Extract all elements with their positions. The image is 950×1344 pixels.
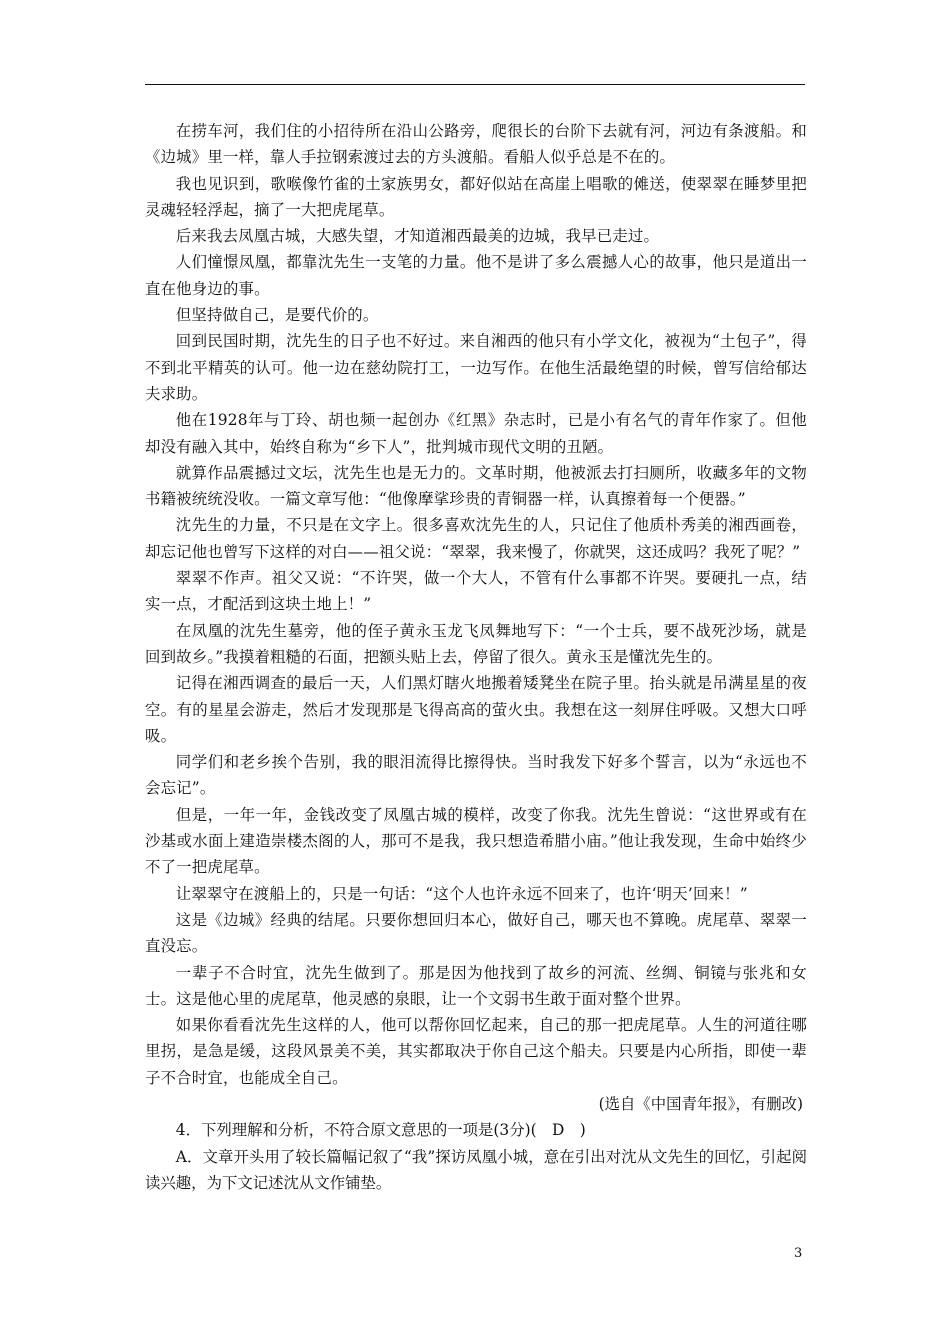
- paragraph-16: 这是《边城》经典的结尾。只要你想回归本心，做好自己，哪天也不算晚。虎尾草、翠翠一直没忘。: [145, 910, 807, 956]
- paragraph-9: 沈先生的力量，不只是在文字上。很多喜欢沈先生的人，只记住了他质朴秀美的湘西画卷，却忘记他也曾写下这样的对白——祖父说：“翠翠，我来慢了，你就哭，这还成吗？我死了呢？”: [145, 516, 807, 561]
- paragraph-14: 但是，一年一年，金钱改变了凤凰古城的模样，改变了你我。沈先生曾说：“这世界或有在沙基或水面上建造崇楼杰阁的人，那可不是我，我只想造希腊小庙。”他让我发现，生命中始终少不了一把虎尾草。: [145, 805, 807, 877]
- article-body: [145, 118, 807, 1196]
- paragraph-13: 同学们和老乡挨个告别，我的眼泪流得比擦得快。当时我发下好多个誓言，以为“永远也不会忘记”。: [145, 753, 807, 798]
- paragraph-15: 让翠翠守在渡船上的，只是一句话：“这个人也许永远不回来了，也许‘明天’回来！”: [175, 884, 748, 903]
- paragraph-3: 后来我去凤凰古城，大感失望，才知道湘西最美的边城，我早已走过。: [175, 227, 660, 246]
- paragraph-2: 我也见识到，歌喉像竹雀的土家族男女，都好似站在高崖上唱歌的傩送，使翠翠在睡梦里把灵魂轻轻浮起，摘了一大把虎尾草。: [145, 174, 807, 219]
- paragraph-17: 一辈子不合时宜，沈先生做到了。那是因为他找到了故乡的河流、丝绸、铜镜与张兆和女士。这是他心里的虎尾草，他灵感的泉眼，让一个文弱书生敢于面对整个世界。: [145, 963, 807, 1008]
- paragraph-7: 他在1928年与丁玲、胡也频一起创办《红黑》杂志时，已是小有名气的青年作家了。但他却没有融入其中，始终自称为“乡下人”，批判城市现代文明的丑陋。: [145, 411, 807, 456]
- paragraph-10: 翠翠不作声。祖父又说：“不许哭，做一个大人，不管有什么事都不许哭。要硬扎一点，结实一点，才配活到这块土地上！”: [145, 569, 807, 614]
- page-number: 3: [794, 1246, 803, 1261]
- paragraph-6: 回到民国时期，沈先生的日子也不好过。来自湘西的他只有小学文化，被视为“土包子”，得不到北平精英的认可。他一边在慈幼院打工，一边写作。在他生活最绝望的时候，曾写信给郁达夫求助。: [145, 332, 807, 403]
- paragraph-4: 人们憧憬凤凰，都靠沈先生一支笔的力量。他不是讲了多么震撼人心的故事，他只是道出一直在他身边的事。: [145, 253, 807, 298]
- header-rule: [145, 84, 805, 85]
- paragraph-12: 记得在湘西调查的最后一天，人们黑灯瞎火地搬着矮凳坐在院子里。抬头就是吊满星星的夜空。有的星星会游走，然后才发现那是飞得高高的萤火虫。我想在这一刻屏住呼吸。又想大口呼吸。: [145, 674, 807, 745]
- paragraph-5: 但坚持做自己，是要代价的。: [175, 306, 379, 325]
- option-a: A．文章开头用了较长篇幅记叙了“我”探访凤凰小城，意在引出对沈从文先生的回忆，引起阅读兴趣，为下文记述沈从文作铺垫。: [145, 1147, 807, 1192]
- paragraph-18: 如果你看看沈先生这样的人，他可以帮你回忆起来，自己的那一把虎尾草。人生的河道往哪里拐，是急是缓，这段风景美不美，其实都取决于你自己这个船夫。只要是内心所指，即使一辈子不合时宜，也能成全自己。: [145, 1016, 807, 1087]
- paragraph-11: 在凤凰的沈先生墓旁，他的侄子黄永玉龙飞凤舞地写下：“一个士兵，要不战死沙场，就是回到故乡。”我摸着粗糙的石面，把额头贴上去，停留了很久。黄永玉是懂沈先生的。: [145, 621, 807, 666]
- source-note: (选自《中国青年报》，有删改): [598, 1094, 803, 1113]
- question-4: 4．下列理解和分析，不符合原文意思的一项是(3分)( D ): [175, 1121, 586, 1140]
- paragraph-8: 就算作品震撼过文坛，沈先生也是无力的。文革时期，他被派去打扫厕所，收藏多年的文物书籍被统统没收。一篇文章写他：“他像摩挲珍贵的青铜器一样，认真擦着每一个便器。”: [145, 463, 807, 509]
- paragraph-1: 在捞车河，我们住的小招待所在沿山公路旁，爬很长的台阶下去就有河，河边有条渡船。和《边城》里一样，靠人手拉钢索渡过去的方头渡船。看船人似乎总是不在的。: [145, 122, 807, 167]
